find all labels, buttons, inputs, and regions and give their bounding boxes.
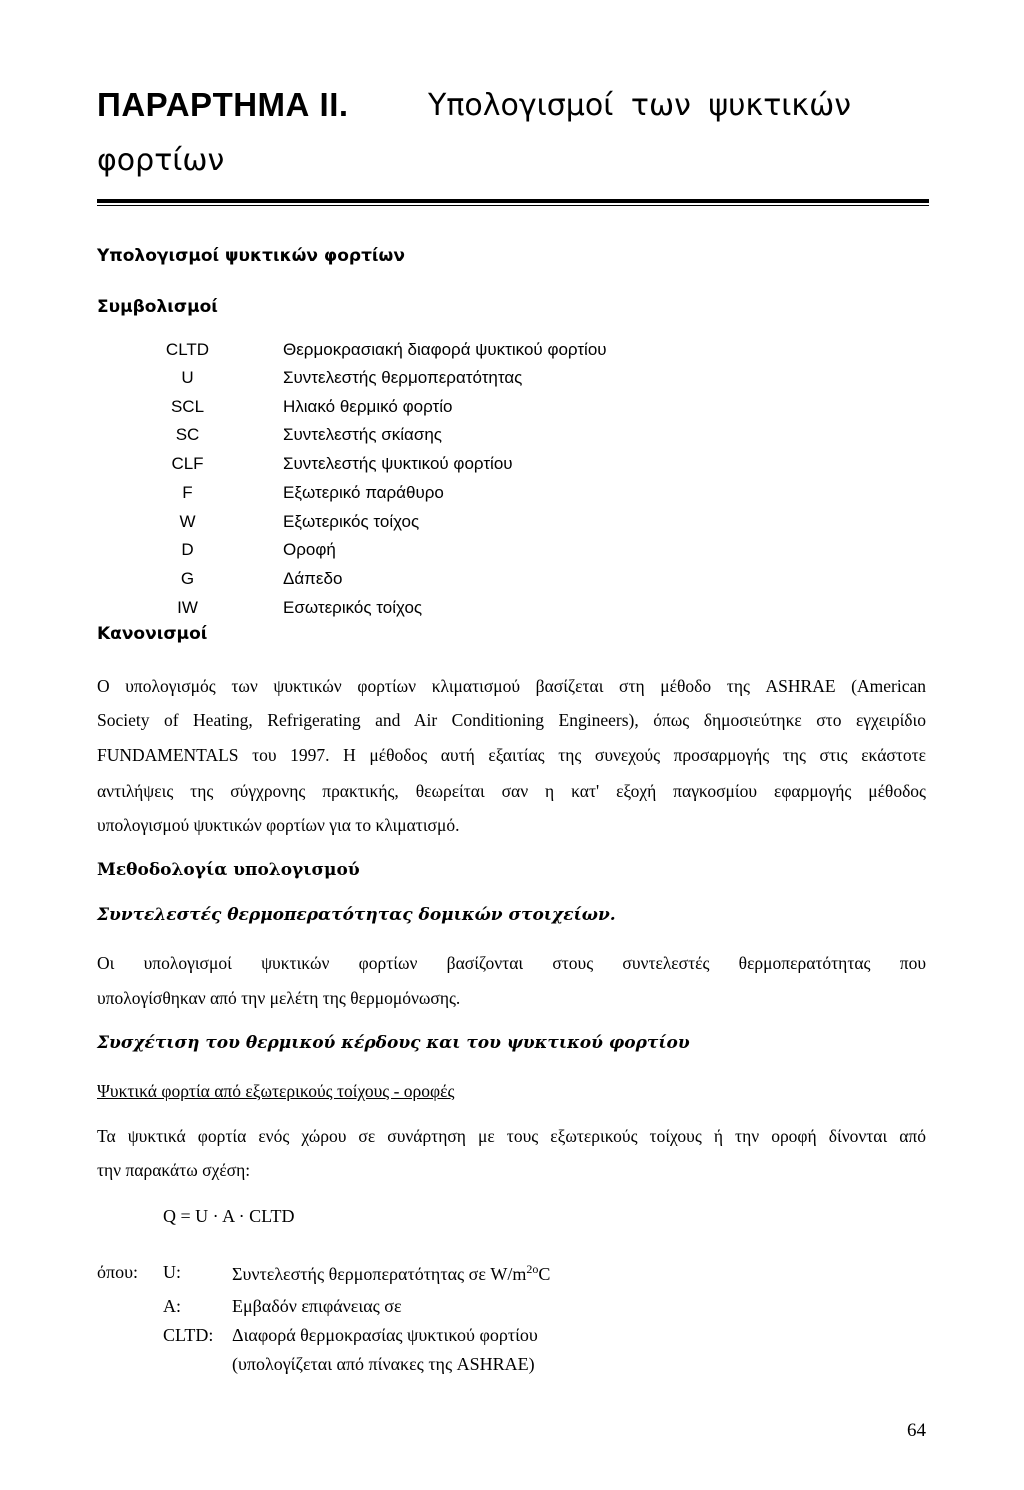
symbol-code: SC <box>175 425 200 444</box>
regulations-heading: Κανονισμοί <box>97 624 208 644</box>
correlation-heading: Συσχέτιση του θερμικού κέρδους και του ψυκτικού φορτίου <box>97 1033 690 1053</box>
page-number: 64 <box>907 1420 926 1441</box>
paragraph-line: Τα ψυκτικά φορτία ενός χώρου σε συνάρτηση με τους εξωτερικούς τοίχους ή την οροφή δίνονται από <box>97 1126 926 1146</box>
symbols-heading: Συμβολισμοί <box>97 297 218 317</box>
symbol-meaning: Ηλιακό θερμικό φορτίο <box>283 397 453 416</box>
symbol-code: F <box>182 483 193 502</box>
symbol-code: IW <box>177 598 198 617</box>
paragraph-line: Οι υπολογισμοί ψυκτικών φορτίων βασίζονται στους συντελεστές θερμοπερατότητας που <box>97 953 926 973</box>
symbol-code: SCL <box>170 397 205 416</box>
symbol-meaning: Θερμοκρασιακή διαφορά ψυκτικού φορτίου <box>283 340 607 359</box>
symbol-meaning: Συντελεστής θερμοπερατότητας <box>283 368 523 387</box>
symbol-code: G <box>180 569 195 588</box>
appendix-title-line2: φορτίων <box>97 143 225 178</box>
section-title: Υπολογισμοί ψυκτικών φορτίων <box>97 246 405 266</box>
symbol-meaning: Δάπεδο <box>283 569 343 588</box>
where-tail: C <box>538 1264 551 1284</box>
where-definition: Εμβαδόν επιφάνειας σε <box>232 1296 402 1316</box>
coefficients-heading: Συντελεστές θερμοπερατότητας δομικών στοιχείων. <box>97 905 616 925</box>
paragraph-line: αντιλήψεις της σύγχρονης πρακτικής, θεωρείται σαν η κατ' εξοχή παγκοσμίου εφαρμογής μέθοδος <box>97 781 926 801</box>
appendix-title-line1: Υπολογισμοί των ψυκτικών <box>428 88 851 123</box>
symbol-code: CLTD <box>165 340 210 359</box>
symbol-code: CLF <box>171 454 204 473</box>
title-rule-thin <box>97 205 929 206</box>
paragraph-line: Ο υπολογισμός των ψυκτικών φορτίων κλιματισμού βασίζεται στη μέθοδο της ASHRAE (American <box>97 676 926 696</box>
symbol-meaning: Εσωτερικός τοίχος <box>283 598 423 617</box>
paragraph-line: FUNDAMENTALS του 1997. Η μέθοδος αυτή εξαιτίας της συνεχούς προσαρμογής της στις εκάστοτε <box>97 745 926 765</box>
where-sup: 2o <box>526 1262 539 1276</box>
where-code: CLTD: <box>163 1325 214 1345</box>
symbol-meaning: Οροφή <box>283 540 336 559</box>
methodology-heading: Μεθοδολογία υπολογισμού <box>97 860 360 880</box>
paragraph-line: υπολογίσθηκαν από την μελέτη της θερμομόνωσης. <box>97 988 461 1008</box>
formula: Q = U · A · CLTD <box>163 1206 295 1226</box>
symbol-meaning: Εξωτερικό παράθυρο <box>283 483 444 502</box>
symbol-code: U <box>181 368 194 387</box>
where-definition <box>232 1262 550 1285</box>
paragraph-line: την παρακάτω σχέση: <box>97 1160 251 1180</box>
walls-subheading: Ψυκτικά φορτία από εξωτερικούς τοίχους - οροφές <box>97 1081 455 1101</box>
symbol-meaning: Συντελεστής σκίασης <box>283 425 442 444</box>
paragraph-line: Society of Heating, Refrigerating and Air Conditioning Engineers), όπως δημοσιεύτηκε στο εγχειρίδιο <box>97 710 926 730</box>
where-label: όπου: <box>97 1262 139 1282</box>
title-rule-thick <box>97 199 929 203</box>
where-note: (υπολογίζεται από πίνακες της ASHRAE) <box>232 1354 535 1374</box>
where-text: Συντελεστής θερμοπερατότητας σε W/m <box>232 1264 527 1284</box>
where-code: A: <box>163 1296 181 1316</box>
symbol-code: W <box>179 512 196 531</box>
appendix-label: ΠΑΡΑΡΤΗΜΑ II. <box>97 86 349 123</box>
where-code: U: <box>163 1262 181 1282</box>
paragraph-line: υπολογισμού ψυκτικών φορτίων για το κλιματισμό. <box>97 815 460 835</box>
symbol-meaning: Συντελεστής ψυκτικού φορτίου <box>283 454 513 473</box>
where-definition: Διαφορά θερμοκρασίας ψυκτικού φορτίου <box>232 1325 538 1345</box>
symbol-code: D <box>181 540 194 559</box>
symbol-meaning: Εξωτερικός τοίχος <box>283 512 420 531</box>
